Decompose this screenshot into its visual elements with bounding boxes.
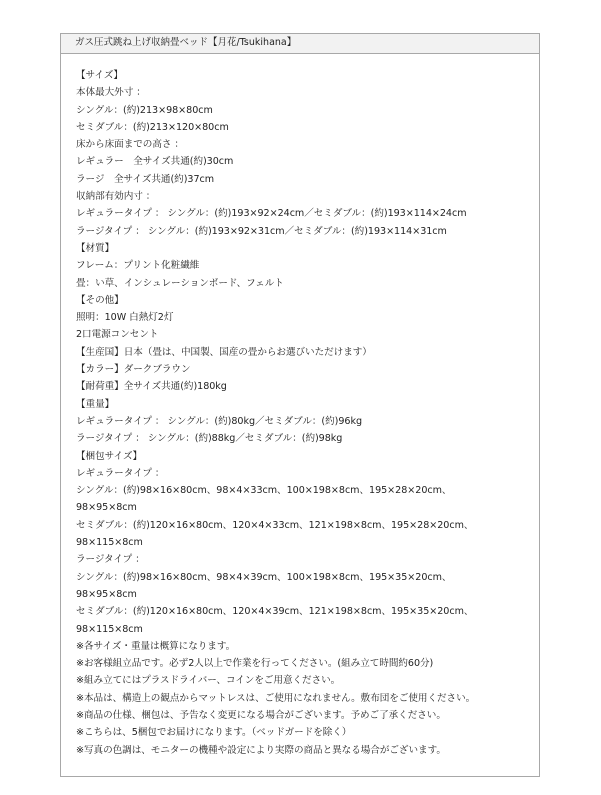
spec-line: 98×115×8cm xyxy=(76,623,143,635)
spec-line: 【材質】 xyxy=(76,242,115,254)
spec-line: ラージタイプ ： シングル：(約)193×92×31cm／セミダブル：(約)193×114×31cm xyxy=(76,225,447,237)
spec-line: 【その他】 xyxy=(76,294,124,306)
spec-line: シングル：(約)213×98×80cm xyxy=(76,104,213,116)
spec-line: シングル：(約)98×16×80cm、98×4×39cm、100×198×8cm、195×35×20cm、 xyxy=(76,571,452,583)
spec-line: 【梱包サイズ】 xyxy=(76,450,143,462)
spec-header xyxy=(61,34,539,54)
spec-line: フレーム：プリント化粧繊維 xyxy=(76,260,200,272)
spec-line: ※組み立てにはプラスドライバー、コインをご用意ください。 xyxy=(76,675,341,687)
spec-line: 床から床面までの高さ ： xyxy=(76,139,184,151)
spec-line: シングル：(約)98×16×80cm、98×4×33cm、100×198×8cm、195×28×20cm、 xyxy=(76,485,452,497)
spec-line: 畳：い草、インシュレーションボード、フェルト xyxy=(76,277,284,289)
spec-line: セミダブル：(約)120×16×80cm、120×4×33cm、121×198×8cm、195×28×20cm、 xyxy=(76,519,474,531)
spec-line: 【サイズ】 xyxy=(76,70,123,81)
product-title: ガス圧式跳ね上げ収納畳ベッド【月花/Tsukihana】 xyxy=(75,37,297,48)
spec-line: 2口電源コンセント xyxy=(76,329,159,341)
spec-line: 【重量】 xyxy=(76,398,115,410)
spec-line: ラージ 全サイズ共通(約)37cm xyxy=(76,173,215,185)
spec-line: 【生産国】日本（畳は、中国製、国産の畳からお選びいただけます） xyxy=(76,346,372,358)
spec-line: ※お客様組立品です。必ず2人以上で作業を行ってください。(組み立て時間約60分) xyxy=(76,658,434,670)
spec-line: 98×115×8cm xyxy=(76,537,143,549)
spec-line: レギュラータイプ ： xyxy=(76,467,165,479)
spec-line: 98×95×8cm xyxy=(76,502,137,514)
spec-line: ※各サイズ・重量は概算になります。 xyxy=(76,640,236,652)
spec-line: 98×95×8cm xyxy=(76,588,137,600)
spec-line: レギュラータイプ ： シングル：(約)193×92×24cm／セミダブル：(約)193×114×24cm xyxy=(76,208,467,220)
spec-line: 本体最大外寸 ： xyxy=(76,87,146,99)
spec-line: ※こちらは、5梱包でお届けになります。（ベッドガードを除く） xyxy=(76,727,352,739)
spec-line: 【耐荷重】全サイズ共通(約)180kg xyxy=(76,381,227,393)
spec-line: ※本品は、構造上の観点からマットレスは、ご使用になれません。敷布団をご使用ください。 xyxy=(76,692,476,704)
spec-line: ラージタイプ ： xyxy=(76,554,145,566)
spec-table xyxy=(60,33,540,777)
spec-body xyxy=(61,54,539,759)
spec-line: セミダブル：(約)213×120×80cm xyxy=(76,121,229,133)
spec-line: 収納部有効内寸 ： xyxy=(76,191,156,203)
spec-line: ※写真の色調は、モニターの機種や設定により実際の商品と異なる場合がございます。 xyxy=(76,744,446,756)
spec-line: セミダブル：(約)120×16×80cm、120×4×39cm、121×198×8cm、195×35×20cm、 xyxy=(76,606,474,618)
spec-line: レギュラー 全サイズ共通(約)30cm xyxy=(76,156,234,168)
spec-line: ※商品の仕様、梱包は、予告なく変更になる場合がございます。予めご了承ください。 xyxy=(76,709,446,721)
spec-line: 照明：10W 白熱灯2灯 xyxy=(76,312,174,324)
spec-line: 【カラー】ダークブラウン xyxy=(76,364,191,376)
spec-line: ラージタイプ ： シングル：(約)88kg／セミダブル：(約)98kg xyxy=(76,433,343,445)
spec-line: レギュラータイプ ： シングル：(約)80kg／セミダブル：(約)96kg xyxy=(76,415,362,427)
